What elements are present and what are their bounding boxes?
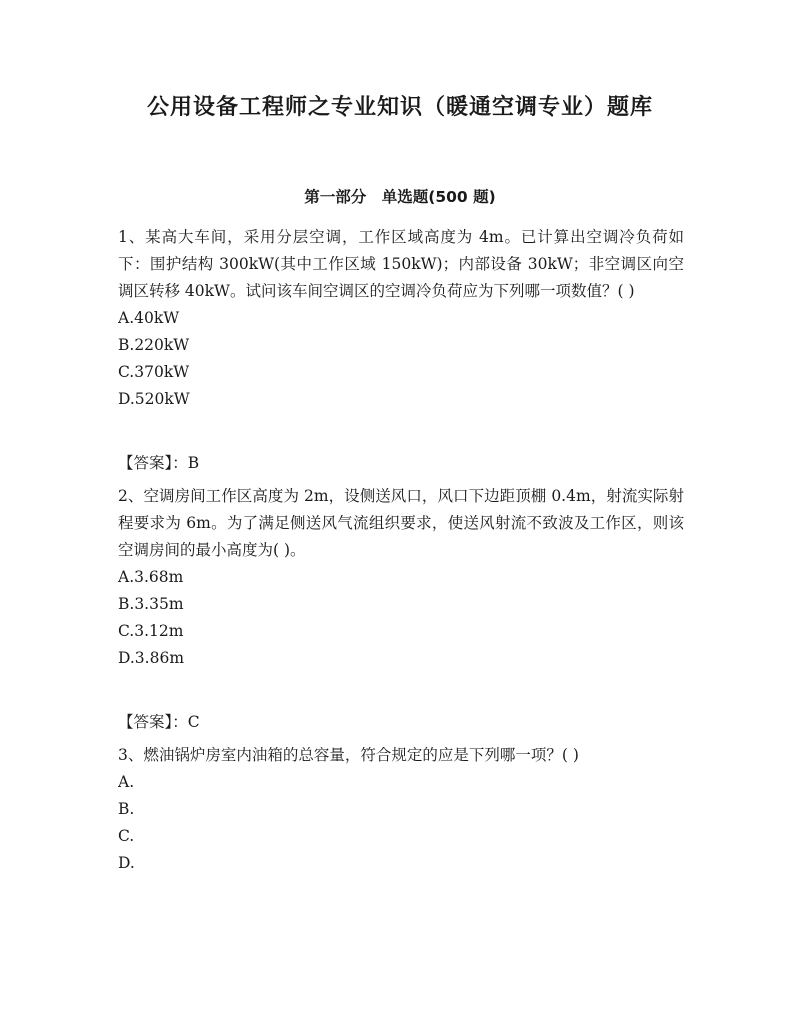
document-title: 公用设备工程师之专业知识（暖通空调专业）题库 [146, 95, 653, 120]
option-b: B.220kW [118, 336, 190, 354]
option-c: C.3.12m [118, 622, 184, 640]
question-list [118, 224, 684, 877]
option-a: A. [118, 773, 135, 791]
option-d: D.520kW [118, 390, 190, 408]
question-stem: 1、某高大车间，采用分层空调，工作区域高度为 4m。已计算出空调冷负荷如下：围护结构 300kW(其中工作区域 150kW)；内部设备 30kW；非空调区向空调区转移 40kW。试问该车间空调区的空调冷负荷应为下列哪一项数值？( ) [118, 228, 684, 300]
option-d: D.3.86m [118, 649, 185, 667]
option-c: C.370kW [118, 363, 190, 381]
question-stem: 3、燃油锅炉房室内油箱的总容量，符合规定的应是下列哪一项？( ) [118, 746, 579, 764]
question-1 [118, 224, 684, 477]
question-3 [118, 742, 684, 877]
option-a: A.3.68m [118, 568, 184, 586]
option-b: B.3.35m [118, 595, 184, 613]
option-c: C. [118, 827, 135, 845]
option-b: B. [118, 800, 135, 818]
question-stem: 2、空调房间工作区高度为 2m，设侧送风口，风口下边距顶棚 0.4m，射流实际射程要求为 6m。为了满足侧送风气流组织要求，使送风射流不致波及工作区，则该空调房间的最小高度为( )。 [118, 487, 684, 559]
option-a: A.40kW [118, 309, 180, 327]
answer-line: 【答案】：C [118, 713, 200, 731]
section-title: 第一部分 单选题(500 题) [304, 188, 496, 206]
question-2 [118, 483, 684, 736]
answer-line: 【答案】：B [118, 454, 200, 472]
option-d: D. [118, 854, 135, 872]
